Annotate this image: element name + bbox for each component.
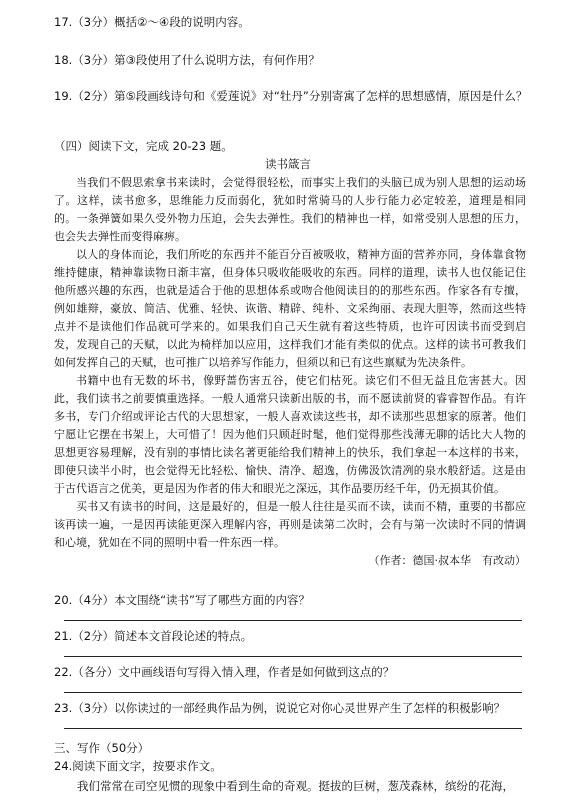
article-title: 读书箴言: [265, 157, 311, 171]
answer-line-22: [64, 692, 522, 693]
answer-line-20: [64, 620, 522, 621]
article-paragraph-2: 以人的身体而论，我们所吃的东西并不能百分百被吸收，精神方面的营养亦同，身体靠食物维持健康，精神靠读物日渐丰富，但身体只吸收能吸收的东西。同样的道理，读书人也仅能记住他所感兴趣的东西，也就是适合于他的思想体系或吻合他阅读目的的那些东西。作家各有专擅，例如雄辩，豪放、简洁、优雅、轻快、诙谐、精辟、纯朴、文采绚丽、表现大胆等，然而这些特点并不是读他们作品就可学来的。如果我们自己天生就有着这些特质，也许可因读书而受到启发，发现自己的天赋，以此为椅样加以应用，这样我们才能有类似的优点。这样的读书可教我们如何发挥自己的天赋，也可推广以培养写作能力，但须以和已有这些禀赋为先决条件。: [54, 248, 526, 369]
question-21: 21.（2分）简述本文首段论述的特点。: [54, 629, 253, 643]
question-23: 23.（3分）以你读过的一部经典作品为例，说说它对你心灵世界产生了怎样的积极影响？: [54, 701, 506, 715]
question-18: 18.（3分）第③段使用了什么说明方法，有何作用？: [54, 53, 320, 67]
article-body: [54, 174, 526, 570]
question-17: 17.（3分）概括②～④段的说明内容。: [54, 15, 250, 29]
section-4-heading: （四）阅读下文，完成 20-23 题。: [54, 139, 233, 153]
section-3-heading: 三、写作（50分）: [54, 741, 150, 755]
question-24: 24.阅读下面文字，按要求作文。: [54, 759, 222, 773]
question-19: 19.（2分）第⑤段画线诗句和《爱莲说》对“牡丹”分别寄寓了怎样的思想感情，原因是什么？: [54, 89, 528, 103]
answer-line-21: [64, 656, 522, 657]
article-paragraph-3: 书籍中也有无数的坏书，像野蔷伤害五谷，使它们枯死。读它们不但无益且危害甚大。因此，我们读书之前要慎重选择。一般人通常只读新出版的书，而不愿读前贤的睿睿智作品。有许多书，专门介绍或评论古代的大思想家，一般人喜欢读这些书，却不读那些思想家的原著。他们宁愿让它摆在书架上，大可惜了！因为他们只顾赶时髦，他们觉得那些浅薄无聊的话比大人物的思想更容易理解，没有别的事情比读名著更能给我们精神上的快乐，我们拿起一本这样的书来，即使只读半小时，也会觉得无比轻松、愉快、清净、超逸，仿佛汲饮清冽的泉水般舒适。这是由于古代语言之优美，更是因为作者的伟大和眼光之深远，其作品要历经千年，仍无损其价值。: [54, 374, 526, 495]
article-paragraph-4: 买书又有读书的时间，这是最好的，但是一般人往往是买而不读，读而不精，重要的书都应该再读一遍，一是因再读能更深入理解内容，再则是读第二次时，会有与第一次读时不同的情调和心境，犹如在不同的照明中看一件东西一样。: [54, 500, 526, 549]
article-author: （作者：德国·叔本华 有改动）: [368, 554, 526, 567]
writing-prompt: 我们常常在司空见惯的现象中看到生命的奇观。挺拔的巨树，葱茂森林，缤纷的花海，: [77, 779, 514, 793]
question-22: 22.（各分）文中画线语句写得入情入理，作者是如何做到这点的？: [54, 665, 395, 679]
article-paragraph-1: 当我们不假思索拿书来读时，会觉得很轻松，而事实上我们的头脑已成为别人思想的运动场了。这样，读书愈多，思维能力反而弱化，犹如时常骑马的人步行能力必定较差，道理是相同的。一条弹簧如果久受外物力压迫，会失去弹性。我们的精神也一样，如常受别人思想的压力，也会失去弹性而变得麻痹。: [54, 176, 526, 243]
answer-line-23: [64, 728, 522, 729]
question-20: 20.（4分）本文围绕“读书”写了哪些方面的内容？: [54, 593, 311, 607]
